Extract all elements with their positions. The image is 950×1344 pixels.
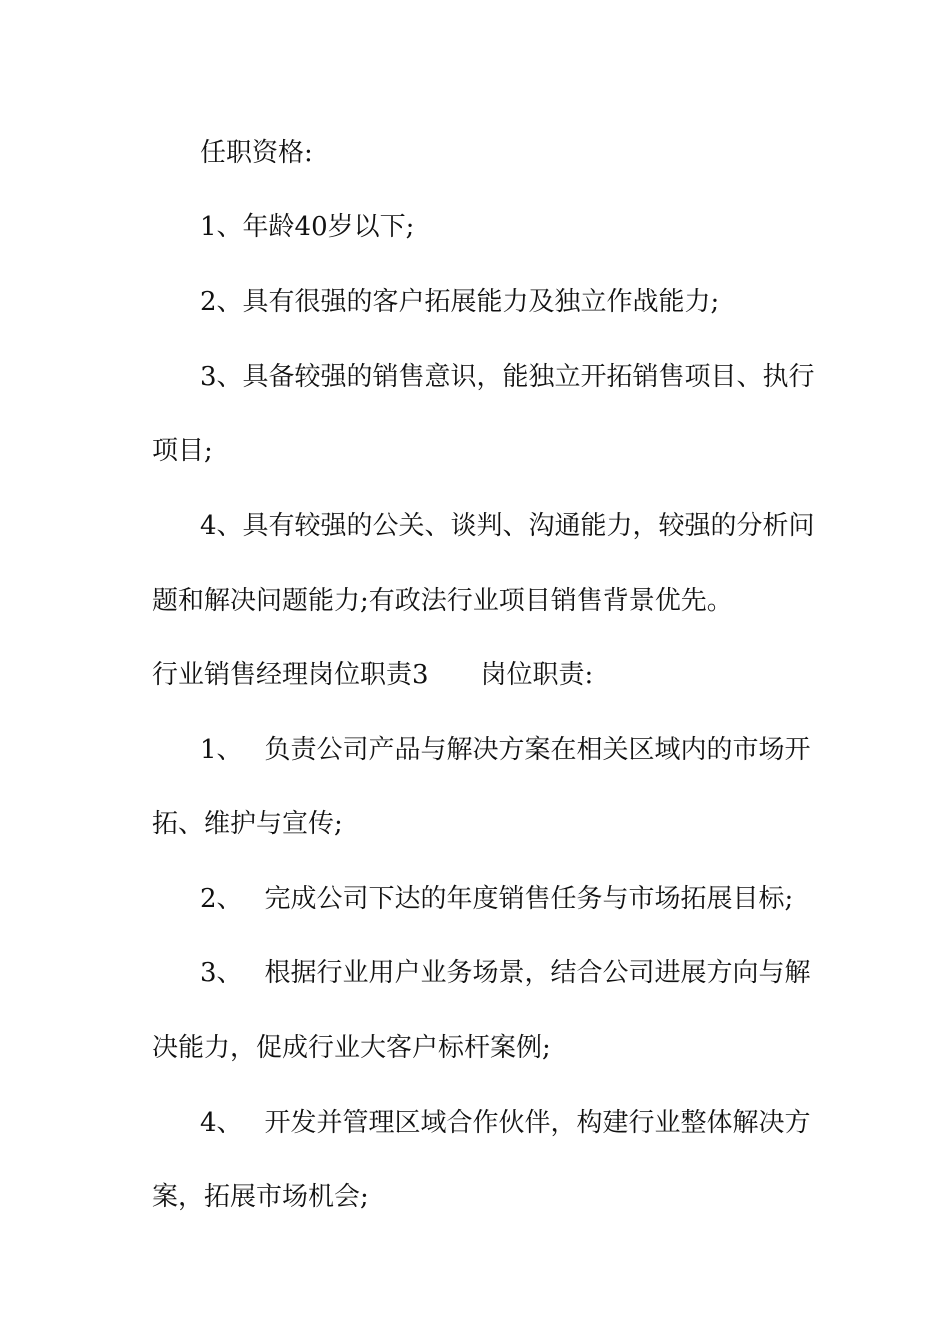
qualification-item-continued: 项目; [152,436,213,466]
section-heading [152,662,593,688]
duty-text: 开发并管理区域合作伙伴，构建行业整体解决方 [264,1108,811,1138]
duty-number: 3、 [200,958,243,988]
section-subtitle: 岗位职责: [480,660,594,690]
duty-text: 完成公司下达的年度销售任务与市场拓展目标; [264,884,794,914]
duty-text: 负责公司产品与解决方案在相关区域内的市场开 [264,735,811,765]
duty-item [200,886,793,912]
section-title: 行业销售经理岗位职责3 [152,660,429,690]
duty-item-continued: 拓、维护与宣传; [152,809,343,839]
qualification-item: 1、年龄40岁以下; [200,212,415,242]
duty-item-continued: 案，拓展市场机会; [152,1182,369,1212]
duty-item [200,960,811,986]
qualification-item: 3、具备较强的销售意识，能独立开拓销售项目、执行 [200,362,815,392]
duty-item-continued: 决能力，促成行业大客户标杆案例; [152,1033,551,1063]
qualifications-heading: 任职资格: [200,138,313,168]
duty-item [200,737,811,763]
duty-number: 1、 [200,735,243,765]
duty-number: 4、 [200,1108,243,1138]
qualification-item-continued: 题和解决问题能力;有政法行业项目销售背景优先。 [152,586,733,616]
qualification-item: 4、具有较强的公关、谈判、沟通能力，较强的分析问 [200,511,815,541]
duty-text: 根据行业用户业务场景，结合公司进展方向与解 [264,958,811,988]
qualification-item: 2、具有很强的客户拓展能力及独立作战能力; [200,287,720,317]
duty-item [200,1110,811,1136]
duty-number: 2、 [200,884,243,914]
